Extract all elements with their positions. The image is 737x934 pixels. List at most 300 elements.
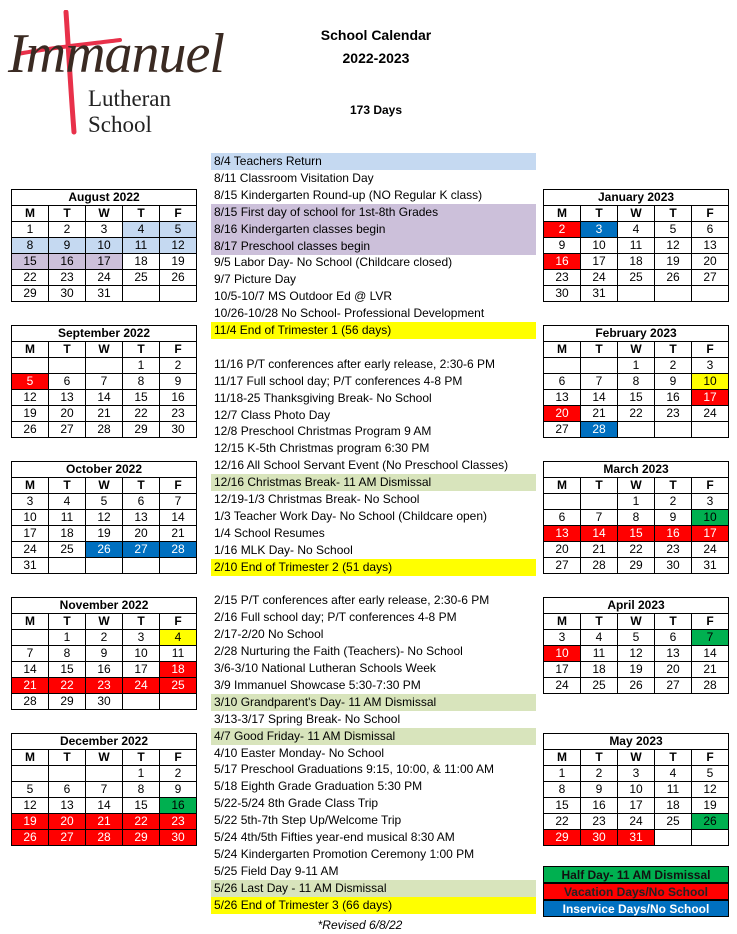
calendar-day: 6 xyxy=(49,782,86,798)
calendar-day: 28 xyxy=(12,694,49,710)
event-item: 1/3 Teacher Work Day- No School (Childcare open) xyxy=(214,508,488,523)
calendar-day: 30 xyxy=(86,694,123,710)
weekday-header: M xyxy=(12,614,49,630)
legend-item: Half Day- 11 AM Dismissal xyxy=(543,866,729,883)
calendar-day-empty xyxy=(123,694,160,710)
calendar-day: 21 xyxy=(160,526,197,542)
calendar-day: 22 xyxy=(123,406,160,422)
calendar-day: 31 xyxy=(86,286,123,302)
calendar-day: 4 xyxy=(160,630,197,646)
legend-item: Inservice Days/No School xyxy=(543,900,729,917)
calendar-day: 19 xyxy=(86,526,123,542)
calendar-day: 9 xyxy=(655,510,692,526)
event-item: 1/4 School Resumes xyxy=(214,525,325,540)
calendar-day: 3 xyxy=(618,766,655,782)
calendar-day: 10 xyxy=(692,510,729,526)
calendar-day: 23 xyxy=(86,678,123,694)
weekday-header: F xyxy=(160,614,197,630)
calendar-day: 6 xyxy=(123,494,160,510)
calendar-day: 24 xyxy=(123,678,160,694)
calendar-day: 18 xyxy=(655,798,692,814)
calendar-day: 5 xyxy=(160,222,197,238)
calendar-day: 12 xyxy=(12,798,49,814)
calendar-day: 15 xyxy=(618,526,655,542)
calendar-day: 13 xyxy=(123,510,160,526)
calendar-day: 26 xyxy=(692,814,729,830)
weekday-header: W xyxy=(86,614,123,630)
calendar-day: 30 xyxy=(160,830,197,846)
calendar-day: 3 xyxy=(544,630,581,646)
calendar-day: 2 xyxy=(86,630,123,646)
weekday-header: M xyxy=(544,206,581,222)
calendar-day: 21 xyxy=(581,542,618,558)
calendar-day: 12 xyxy=(655,238,692,254)
calendar-day: 5 xyxy=(692,766,729,782)
legend-item: Vacation Days/No School xyxy=(543,883,729,900)
calendar-day: 7 xyxy=(581,374,618,390)
weekday-header: W xyxy=(618,750,655,766)
weekday-header: T xyxy=(49,206,86,222)
calendar-day: 5 xyxy=(86,494,123,510)
weekday-header: T xyxy=(123,478,160,494)
calendar-day: 4 xyxy=(655,766,692,782)
calendar-day: 7 xyxy=(160,494,197,510)
calendar-day: 12 xyxy=(12,390,49,406)
calendar-day: 9 xyxy=(160,374,197,390)
calendar-day: 21 xyxy=(12,678,49,694)
month-title: February 2023 xyxy=(544,326,729,342)
calendar-day: 5 xyxy=(655,222,692,238)
calendar-day: 31 xyxy=(692,558,729,574)
weekday-header: W xyxy=(86,206,123,222)
event-item: 2/17-2/20 No School xyxy=(214,627,324,642)
calendar-day-empty xyxy=(86,358,123,374)
month-title: April 2023 xyxy=(544,598,729,614)
calendar-day: 10 xyxy=(581,238,618,254)
calendar-day: 15 xyxy=(544,798,581,814)
calendar-day: 19 xyxy=(618,662,655,678)
calendar-day: 7 xyxy=(581,510,618,526)
calendar-day-empty xyxy=(655,422,692,438)
calendar-day: 29 xyxy=(618,558,655,574)
calendar-day: 27 xyxy=(49,422,86,438)
weekday-header: F xyxy=(160,206,197,222)
calendar-day: 4 xyxy=(49,494,86,510)
weekday-header: T xyxy=(49,614,86,630)
calendar-day: 8 xyxy=(618,510,655,526)
calendar-day: 14 xyxy=(692,646,729,662)
calendar-day: 29 xyxy=(49,694,86,710)
calendar-day: 8 xyxy=(544,782,581,798)
calendar-day: 13 xyxy=(544,390,581,406)
calendar-day: 18 xyxy=(123,254,160,270)
calendar-day: 1 xyxy=(123,766,160,782)
calendar-day-empty xyxy=(86,558,123,574)
event-item: 5/22 5th-7th Step Up/Welcome Trip xyxy=(214,813,402,828)
calendar-day: 15 xyxy=(49,662,86,678)
calendar-day: 26 xyxy=(160,270,197,286)
calendar-day: 2 xyxy=(160,358,197,374)
calendar-day: 18 xyxy=(581,662,618,678)
event-item: 12/8 Preschool Christmas Program 9 AM xyxy=(214,424,432,439)
weekday-header: W xyxy=(86,750,123,766)
calendar-day: 15 xyxy=(123,390,160,406)
calendar-day-empty xyxy=(618,286,655,302)
calendar-day: 16 xyxy=(49,254,86,270)
calendar-day: 14 xyxy=(86,390,123,406)
calendar-day-empty xyxy=(123,286,160,302)
calendar-day: 8 xyxy=(49,646,86,662)
calendar-day: 12 xyxy=(618,646,655,662)
calendar-day: 14 xyxy=(581,390,618,406)
weekday-header: M xyxy=(12,750,49,766)
calendar-day: 1 xyxy=(12,222,49,238)
calendar-day: 17 xyxy=(86,254,123,270)
calendar-day: 17 xyxy=(692,526,729,542)
calendar-day: 16 xyxy=(581,798,618,814)
calendar-day: 29 xyxy=(12,286,49,302)
calendar-day: 2 xyxy=(160,766,197,782)
calendar-day: 27 xyxy=(692,270,729,286)
calendar-day: 7 xyxy=(86,374,123,390)
event-item: 8/4 Teachers Return xyxy=(211,153,536,170)
calendar-day: 11 xyxy=(655,782,692,798)
calendar-day: 19 xyxy=(12,814,49,830)
logo-subtitle: Lutheran School xyxy=(88,86,172,137)
weekday-header: F xyxy=(692,478,729,494)
calendar-day: 21 xyxy=(86,814,123,830)
weekday-header: F xyxy=(692,750,729,766)
event-item: 5/17 Preschool Graduations 9:15, 10:00, & 11:00 AM xyxy=(214,762,494,777)
calendar-day: 25 xyxy=(49,542,86,558)
calendar-day: 31 xyxy=(581,286,618,302)
calendar-day: 1 xyxy=(618,494,655,510)
calendar-day: 13 xyxy=(692,238,729,254)
calendar-day: 25 xyxy=(123,270,160,286)
calendar-day: 5 xyxy=(12,782,49,798)
calendar-day-empty xyxy=(581,494,618,510)
calendar-day: 23 xyxy=(160,814,197,830)
calendar-day-empty xyxy=(655,830,692,846)
event-item: 5/24 Kindergarten Promotion Ceremony 1:00 PM xyxy=(214,846,475,861)
weekday-header: M xyxy=(12,478,49,494)
calendar-day: 3 xyxy=(692,494,729,510)
calendar-day: 30 xyxy=(160,422,197,438)
month-calendar xyxy=(543,189,729,302)
calendar-day: 20 xyxy=(49,814,86,830)
weekday-header: T xyxy=(581,614,618,630)
event-item: 10/5-10/7 MS Outdoor Ed @ LVR xyxy=(214,289,393,304)
calendar-day-empty xyxy=(692,422,729,438)
calendar-day: 13 xyxy=(49,390,86,406)
calendar-day: 13 xyxy=(49,798,86,814)
month-calendar xyxy=(11,189,197,302)
event-item: 11/16 P/T conferences after early release, 2:30-6 PM xyxy=(214,356,496,371)
calendar-day: 25 xyxy=(160,678,197,694)
calendar-day: 17 xyxy=(618,798,655,814)
event-spacer xyxy=(211,576,536,593)
calendar-day: 16 xyxy=(160,798,197,814)
weekday-header: F xyxy=(160,750,197,766)
calendar-day: 6 xyxy=(544,374,581,390)
month-calendar xyxy=(11,597,197,710)
weekday-header: T xyxy=(581,206,618,222)
event-item: 3/10 Grandparent's Day- 11 AM Dismissal xyxy=(211,694,536,711)
calendar-day: 25 xyxy=(618,270,655,286)
event-item: 4/10 Easter Monday- No School xyxy=(214,745,385,760)
event-item: 1/16 MLK Day- No School xyxy=(214,542,353,557)
weekday-header: M xyxy=(544,342,581,358)
weekday-header: F xyxy=(160,478,197,494)
calendar-day: 2 xyxy=(655,494,692,510)
calendar-day: 1 xyxy=(544,766,581,782)
calendar-day: 26 xyxy=(12,422,49,438)
weekday-header: F xyxy=(692,206,729,222)
weekday-header: T xyxy=(123,342,160,358)
calendar-day: 19 xyxy=(655,254,692,270)
calendar-day: 4 xyxy=(618,222,655,238)
calendar-day: 10 xyxy=(544,646,581,662)
calendar-day: 20 xyxy=(692,254,729,270)
calendar-day: 23 xyxy=(655,542,692,558)
calendar-day: 23 xyxy=(49,270,86,286)
month-title: December 2022 xyxy=(12,734,197,750)
calendar-day-empty xyxy=(49,558,86,574)
calendar-day: 2 xyxy=(49,222,86,238)
calendar-day: 2 xyxy=(544,222,581,238)
page-title: School Calendar xyxy=(320,27,432,43)
calendar-day: 31 xyxy=(618,830,655,846)
calendar-day: 20 xyxy=(544,406,581,422)
weekday-header: W xyxy=(618,478,655,494)
weekday-header: M xyxy=(544,478,581,494)
event-item: 8/16 Kindergarten classes begin xyxy=(211,221,536,238)
calendar-day: 22 xyxy=(618,406,655,422)
calendar-day: 1 xyxy=(123,358,160,374)
calendar-day: 9 xyxy=(544,238,581,254)
calendar-day: 24 xyxy=(618,814,655,830)
calendar-day: 1 xyxy=(49,630,86,646)
calendar-day: 29 xyxy=(123,422,160,438)
calendar-day: 20 xyxy=(544,542,581,558)
calendar-day-empty xyxy=(49,358,86,374)
calendar-day: 3 xyxy=(86,222,123,238)
weekday-header: M xyxy=(544,614,581,630)
weekday-header: T xyxy=(655,206,692,222)
calendar-day: 15 xyxy=(123,798,160,814)
calendar-day: 23 xyxy=(581,814,618,830)
calendar-day: 10 xyxy=(692,374,729,390)
event-item: 12/16 All School Servant Event (No Preschool Classes) xyxy=(214,458,509,473)
calendar-day: 14 xyxy=(86,798,123,814)
calendar-day: 24 xyxy=(692,406,729,422)
calendar-day: 12 xyxy=(692,782,729,798)
month-calendar xyxy=(543,461,729,574)
calendar-day: 20 xyxy=(123,526,160,542)
calendar-day: 25 xyxy=(655,814,692,830)
calendar-day: 31 xyxy=(12,558,49,574)
calendar-day: 23 xyxy=(655,406,692,422)
calendar-day: 26 xyxy=(618,678,655,694)
weekday-header: T xyxy=(655,750,692,766)
calendar-day: 28 xyxy=(581,558,618,574)
calendar-day: 5 xyxy=(618,630,655,646)
calendar-day: 27 xyxy=(123,542,160,558)
event-item: 12/7 Class Photo Day xyxy=(214,407,331,422)
weekday-header: M xyxy=(12,342,49,358)
calendar-day: 27 xyxy=(655,678,692,694)
calendar-day: 12 xyxy=(86,510,123,526)
event-item: 4/7 Good Friday- 11 AM Dismissal xyxy=(211,728,536,745)
calendar-day: 3 xyxy=(692,358,729,374)
weekday-header: T xyxy=(49,478,86,494)
event-item: 5/22-5/24 8th Grade Class Trip xyxy=(214,796,379,811)
calendar-day: 18 xyxy=(618,254,655,270)
calendar-day-empty xyxy=(544,358,581,374)
event-item: 2/28 Nurturing the Faith (Teachers)- No School xyxy=(214,644,463,659)
weekday-header: F xyxy=(160,342,197,358)
calendar-day: 7 xyxy=(692,630,729,646)
calendar-day-empty xyxy=(160,694,197,710)
calendar-day: 24 xyxy=(12,542,49,558)
revised-note: *Revised 6/8/22 xyxy=(317,918,403,932)
calendar-day: 8 xyxy=(12,238,49,254)
calendar-day: 20 xyxy=(49,406,86,422)
event-item: 11/4 End of Trimester 1 (56 days) xyxy=(211,322,536,339)
calendar-day: 9 xyxy=(49,238,86,254)
calendar-day: 9 xyxy=(160,782,197,798)
weekday-header: W xyxy=(618,206,655,222)
weekday-header: T xyxy=(655,614,692,630)
month-calendar xyxy=(11,733,197,846)
event-item: 2/15 P/T conferences after early release, 2:30-6 PM xyxy=(214,593,490,608)
calendar-day: 12 xyxy=(160,238,197,254)
event-item: 3/13-3/17 Spring Break- No School xyxy=(214,711,401,726)
school-year: 2022-2023 xyxy=(342,50,410,66)
calendar-day: 7 xyxy=(12,646,49,662)
weekday-header: T xyxy=(123,750,160,766)
calendar-day: 6 xyxy=(544,510,581,526)
month-title: August 2022 xyxy=(12,190,197,206)
month-title: October 2022 xyxy=(12,462,197,478)
weekday-header: T xyxy=(581,342,618,358)
calendar-day: 10 xyxy=(12,510,49,526)
month-calendar xyxy=(11,461,197,574)
calendar-day: 16 xyxy=(655,526,692,542)
month-title: September 2022 xyxy=(12,326,197,342)
calendar-day: 6 xyxy=(692,222,729,238)
calendar-day: 17 xyxy=(692,390,729,406)
calendar-day: 4 xyxy=(123,222,160,238)
calendar-day: 21 xyxy=(86,406,123,422)
calendar-day: 24 xyxy=(544,678,581,694)
calendar-day: 2 xyxy=(655,358,692,374)
event-item: 8/15 First day of school for 1st-8th Grades xyxy=(211,204,536,221)
calendar-day: 30 xyxy=(49,286,86,302)
calendar-day: 17 xyxy=(123,662,160,678)
calendar-day: 2 xyxy=(581,766,618,782)
month-calendar xyxy=(543,733,729,846)
calendar-day: 10 xyxy=(86,238,123,254)
weekday-header: W xyxy=(86,342,123,358)
event-item: 9/5 Labor Day- No School (Childcare closed) xyxy=(214,255,453,270)
weekday-header: T xyxy=(49,342,86,358)
event-item: 8/11 Classroom Visitation Day xyxy=(214,170,374,185)
calendar-day: 11 xyxy=(618,238,655,254)
event-item: 5/18 Eighth Grade Graduation 5:30 PM xyxy=(214,779,423,794)
calendar-day: 24 xyxy=(692,542,729,558)
calendar-day-empty xyxy=(655,286,692,302)
calendar-day: 8 xyxy=(618,374,655,390)
event-item: 10/26-10/28 No School- Professional Development xyxy=(214,306,485,321)
calendar-day: 5 xyxy=(12,374,49,390)
calendar-day-empty xyxy=(692,830,729,846)
school-logo xyxy=(8,10,228,137)
calendar-day-empty xyxy=(12,358,49,374)
weekday-header: M xyxy=(544,750,581,766)
calendar-day: 28 xyxy=(581,422,618,438)
event-item: 5/24 4th/5th Fifties year-end musical 8:30 AM xyxy=(214,830,455,844)
calendar-day: 11 xyxy=(581,646,618,662)
weekday-header: T xyxy=(49,750,86,766)
weekday-header: F xyxy=(692,342,729,358)
weekday-header: M xyxy=(12,206,49,222)
calendar-day: 25 xyxy=(581,678,618,694)
calendar-day: 17 xyxy=(544,662,581,678)
calendar-day: 26 xyxy=(655,270,692,286)
calendar-day: 15 xyxy=(12,254,49,270)
calendar-day: 16 xyxy=(544,254,581,270)
calendar-day: 17 xyxy=(581,254,618,270)
calendar-day: 22 xyxy=(12,270,49,286)
calendar-day: 30 xyxy=(581,830,618,846)
event-spacer xyxy=(211,339,536,356)
calendar-day-empty xyxy=(160,558,197,574)
calendar-day: 14 xyxy=(12,662,49,678)
event-item: 8/15 Kindergarten Round-up (NO Regular K class) xyxy=(214,187,483,202)
calendar-day: 17 xyxy=(12,526,49,542)
event-item: 8/17 Preschool classes begin xyxy=(211,238,536,255)
calendar-day: 8 xyxy=(123,374,160,390)
weekday-header: W xyxy=(618,614,655,630)
calendar-day: 28 xyxy=(692,678,729,694)
calendar-day: 19 xyxy=(692,798,729,814)
calendar-day: 11 xyxy=(49,510,86,526)
calendar-day: 19 xyxy=(12,406,49,422)
month-title: January 2023 xyxy=(544,190,729,206)
calendar-day: 11 xyxy=(160,646,197,662)
calendar-day: 3 xyxy=(12,494,49,510)
month-calendar xyxy=(543,597,729,694)
weekday-header: T xyxy=(655,478,692,494)
month-title: November 2022 xyxy=(12,598,197,614)
calendar-day-empty xyxy=(123,558,160,574)
calendar-day: 14 xyxy=(581,526,618,542)
calendar-day: 1 xyxy=(618,358,655,374)
calendar-day: 11 xyxy=(123,238,160,254)
calendar-day: 26 xyxy=(86,542,123,558)
calendar-day: 10 xyxy=(618,782,655,798)
event-item: 3/6-3/10 National Lutheran Schools Week xyxy=(214,661,436,675)
calendar-day: 6 xyxy=(655,630,692,646)
calendar-day: 28 xyxy=(160,542,197,558)
calendar-day: 22 xyxy=(544,814,581,830)
calendar-day-empty xyxy=(544,494,581,510)
weekday-header: T xyxy=(581,750,618,766)
calendar-day: 16 xyxy=(160,390,197,406)
calendar-day: 24 xyxy=(86,270,123,286)
weekday-header: W xyxy=(618,342,655,358)
